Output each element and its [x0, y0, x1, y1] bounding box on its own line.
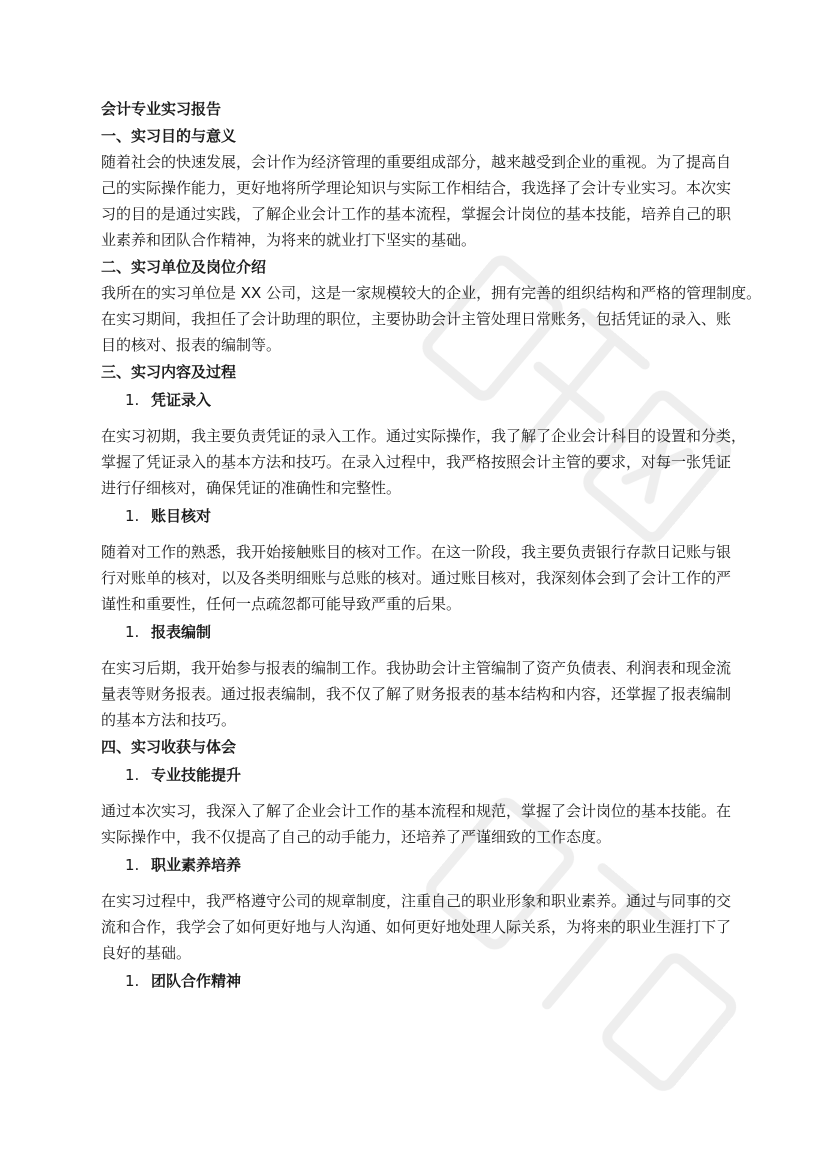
text-line: 良好的基础。 — [101, 944, 192, 962]
subsection-title: 报表编制 — [151, 623, 212, 641]
list-number: 1. — [125, 507, 140, 525]
text-line: 在实习后期，我开始参与报表的编制工作。我协助会计主管编制了资产负债表、利润表和现金流 — [101, 659, 732, 677]
text-line: 己的实际操作能力，更好地将所学理论知识与实际工作相结合，我选择了会计专业实习。本次实 — [101, 179, 732, 197]
text-line: 流和合作，我学会了如何更好地与人沟通、如何更好地处理人际关系，为将来的职业生涯打下了 — [101, 918, 732, 936]
text-line: 量表等财务报表。通过报表编制，我不仅了解了财务报表的基本结构和内容，还掌握了报表编制 — [101, 685, 732, 703]
text-line: 的基本方法和技巧。 — [101, 711, 237, 729]
list-number: 1. — [125, 972, 140, 990]
section-heading-purpose: 一、实习目的与意义 — [101, 127, 237, 145]
text-line: 在实习初期，我主要负责凭证的录入工作。通过实际操作，我了解了企业会计科目的设置和分类， — [101, 427, 747, 445]
text-line: 进行仔细核对，确保凭证的准确性和完整性。 — [101, 479, 402, 497]
paragraph-reports — [101, 655, 741, 733]
document-title: 会计专业实习报告 — [101, 100, 222, 118]
list-number: 1. — [125, 856, 140, 874]
text-line: 在实习过程中，我严格遵守公司的规章制度，注重自己的职业形象和职业素养。通过与同事的交 — [101, 892, 732, 910]
paragraph-professionalism — [101, 888, 741, 966]
text-line: 通过本次实习，我深入了解了企业会计工作的基本流程和规范，掌握了会计岗位的基本技能。在 — [101, 802, 732, 820]
text-line: 实际操作中，我不仅提高了自己的动手能力，还培养了严谨细致的工作态度。 — [101, 828, 612, 846]
subsection-title: 职业素养培养 — [151, 856, 242, 874]
subsection-heading-vouchers — [101, 387, 741, 413]
paragraph-vouchers — [101, 423, 747, 501]
text-line: 我所在的实习单位是 XX 公司，这是一家规模较大的企业，拥有完善的组织结构和严格的管理制度。 — [101, 284, 762, 302]
paragraph-skills — [101, 798, 741, 850]
section-heading-gains: 四、实习收获与体会 — [101, 738, 237, 756]
list-number: 1. — [125, 391, 140, 409]
subsection-heading-reports — [101, 619, 741, 645]
paragraph-purpose — [101, 149, 741, 253]
paragraph-reconciliation — [101, 539, 741, 617]
paragraph-company — [101, 280, 762, 358]
text-line: 业素养和团队合作精神，为将来的就业打下坚实的基础。 — [101, 231, 477, 249]
document-body — [101, 96, 762, 1004]
subsection-heading-reconciliation — [101, 503, 741, 529]
text-line: 习的目的是通过实践，了解企业会计工作的基本流程，掌握会计岗位的基本技能，培养自己的职 — [101, 205, 732, 223]
text-line: 目的核对、报表的编制等。 — [101, 336, 282, 354]
text-line: 行对账单的核对，以及各类明细账与总账的核对。通过账目核对，我深刻体会到了会计工作的严 — [101, 569, 732, 587]
subsection-title: 专业技能提升 — [151, 766, 242, 784]
subsection-title: 凭证录入 — [151, 391, 212, 409]
subsection-heading-professionalism — [101, 852, 741, 878]
list-number: 1. — [125, 623, 140, 641]
subsection-title: 团队合作精神 — [151, 972, 242, 990]
text-line: 随着对工作的熟悉，我开始接触账目的核对工作。在这一阶段，我主要负责银行存款日记账与银 — [101, 543, 732, 561]
subsection-heading-teamwork — [101, 968, 741, 994]
text-line: 掌握了凭证录入的基本方法和技巧。在录入过程中，我严格按照会计主管的要求，对每一张凭证 — [101, 453, 732, 471]
section-heading-company: 二、实习单位及岗位介绍 — [101, 258, 267, 276]
text-line: 在实习期间，我担任了会计助理的职位，主要协助会计主管处理日常账务，包括凭证的录入、账 — [101, 310, 732, 328]
section-heading-content: 三、实习内容及过程 — [101, 363, 237, 381]
subsection-heading-skills — [101, 762, 741, 788]
list-number: 1. — [125, 766, 140, 784]
text-line: 谨性和重要性，任何一点疏忽都可能导致严重的后果。 — [101, 595, 462, 613]
subsection-title: 账目核对 — [151, 507, 212, 525]
text-line: 随着社会的快速发展，会计作为经济管理的重要组成部分，越来越受到企业的重视。为了提高自 — [101, 153, 732, 171]
